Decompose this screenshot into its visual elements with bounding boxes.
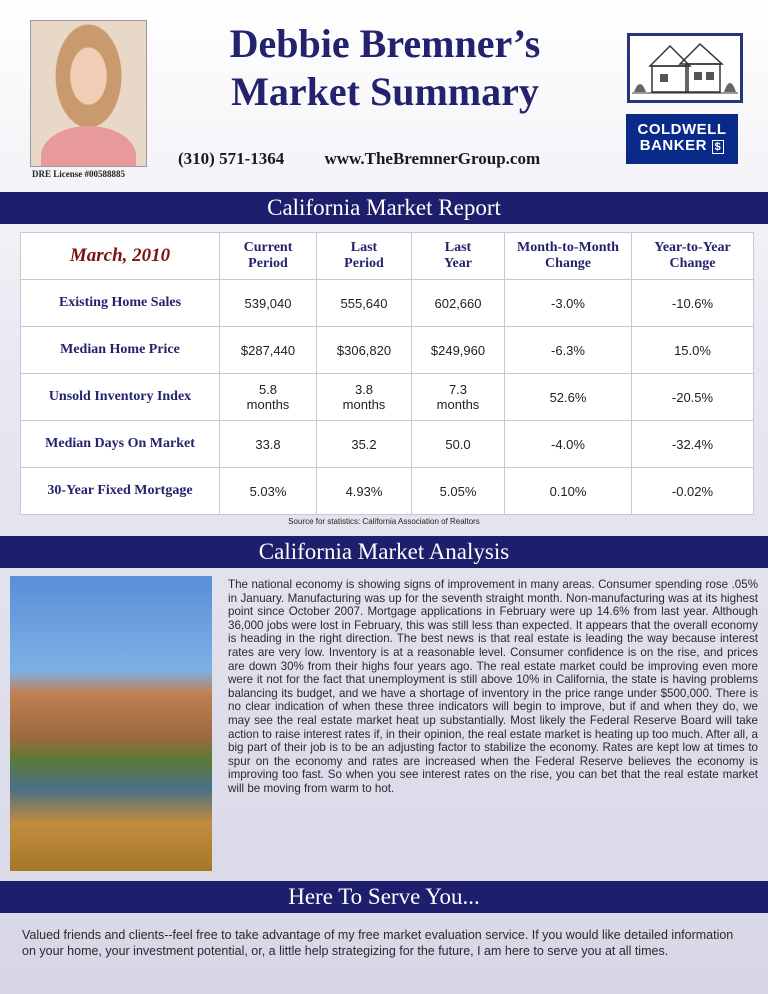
license-number: DRE License #00588885 bbox=[32, 169, 125, 179]
table-row bbox=[21, 327, 754, 374]
table-cell: 35.2 bbox=[317, 421, 412, 468]
table-header-row bbox=[21, 233, 754, 280]
row-label: Existing Home Sales bbox=[21, 280, 220, 327]
table-cell: 602,660 bbox=[412, 280, 505, 327]
table-cell: 5.8 months bbox=[220, 374, 317, 421]
table-cell: 5.03% bbox=[220, 468, 317, 515]
page-title bbox=[150, 20, 620, 116]
house-logo bbox=[627, 33, 743, 103]
row-label: Median Home Price bbox=[21, 327, 220, 374]
contact-info bbox=[178, 149, 540, 169]
table-cell: 52.6% bbox=[505, 374, 632, 421]
table-cell: 15.0% bbox=[632, 327, 754, 374]
table-cell: $249,960 bbox=[412, 327, 505, 374]
table-cell: -4.0% bbox=[505, 421, 632, 468]
market-report-heading: California Market Report bbox=[0, 192, 768, 224]
table-cell: 7.3 months bbox=[412, 374, 505, 421]
website-link[interactable]: www.TheBremnerGroup.com bbox=[324, 149, 541, 168]
table-cell: 4.93% bbox=[317, 468, 412, 515]
source-note: Source for statistics: California Association of Realtors bbox=[288, 517, 480, 526]
table-cell: -20.5% bbox=[632, 374, 754, 421]
table-cell: $287,440 bbox=[220, 327, 317, 374]
title-line-2: Market Summary bbox=[231, 69, 539, 114]
coldwell-banker-logo: COLDWELL BANKER $ bbox=[626, 114, 738, 164]
table-cell: -32.4% bbox=[632, 421, 754, 468]
landscape-photo bbox=[10, 576, 212, 871]
row-label: 30-Year Fixed Mortgage bbox=[21, 468, 220, 515]
table-cell: 50.0 bbox=[412, 421, 505, 468]
table-cell: -0.02% bbox=[632, 468, 754, 515]
table-cell: -3.0% bbox=[505, 280, 632, 327]
serve-text: Valued friends and clients--feel free to take advantage of my free market evaluation service. If you would like detailed information on your home, your investment potential, or, a little help strategizing for the future, I am here to serve you at all times. bbox=[22, 928, 734, 958]
phone-number: (310) 571-1364 bbox=[178, 149, 285, 168]
table-cell: 0.10% bbox=[505, 468, 632, 515]
agent-photo bbox=[30, 20, 147, 167]
table-row bbox=[21, 280, 754, 327]
table-cell: 539,040 bbox=[220, 280, 317, 327]
table-cell: -6.3% bbox=[505, 327, 632, 374]
column-header: Month-to-Month Change bbox=[505, 233, 632, 280]
title-line-1: Debbie Bremner’s bbox=[229, 21, 541, 66]
table-row bbox=[21, 468, 754, 515]
column-header: Last Period bbox=[317, 233, 412, 280]
serve-heading: Here To Serve You... bbox=[0, 881, 768, 913]
table-cell: 5.05% bbox=[412, 468, 505, 515]
table-cell: $306,820 bbox=[317, 327, 412, 374]
column-header: Last Year bbox=[412, 233, 505, 280]
analysis-text: The national economy is showing signs of improvement in many areas. Consumer spending rose .05% in January. Manufacturing was up for the seventh straight month. Non-manufacturing was at its highest point since October 2007. Mortgage applications in February were up 14.6% from last year. Although 36,000 jobs were lost in February, this was still less than expected. It appears that the overall economy is heading in the right direction. The best news is that real estate is leading the way because interest rates are very low. Inventory is at a reasonable level. Consumer confidence is on the rise, and prices are down 30% from their highs four years ago. The real estate market could be improving even more were it not for the fact that unemployment is still above 10% in California, the state is having problems balancing its budget, and we have a shortage of inventory in the price range under $500,000. There is no clear indication of when these three indicators will begin to improve, but if and when they do, we may see the real estate market heat up substantially. Most likely the Federal Reserve Board will take action to raise interest rates if, in their opinion, the real estate market is heating up too much. After all, a big part of their job is to be an adjusting factor to stabilize the economy. Rates are kept low at times to spur on the economy and rates are increased when the Federal Reserve believes the economy is improving too fast. So when you see interest rates on the rise, you can bet that the real estate market will be moving from warm to hot. bbox=[228, 578, 758, 795]
row-label: Unsold Inventory Index bbox=[21, 374, 220, 421]
report-date: March, 2010 bbox=[21, 233, 220, 280]
market-report-table bbox=[20, 232, 754, 515]
table-row bbox=[21, 421, 754, 468]
table-cell: 3.8 months bbox=[317, 374, 412, 421]
row-label: Median Days On Market bbox=[21, 421, 220, 468]
column-header: Current Period bbox=[220, 233, 317, 280]
column-header: Year-to-Year Change bbox=[632, 233, 754, 280]
market-analysis-heading: California Market Analysis bbox=[0, 536, 768, 568]
table-cell: 33.8 bbox=[220, 421, 317, 468]
table-cell: -10.6% bbox=[632, 280, 754, 327]
table-row bbox=[21, 374, 754, 421]
table-cell: 555,640 bbox=[317, 280, 412, 327]
